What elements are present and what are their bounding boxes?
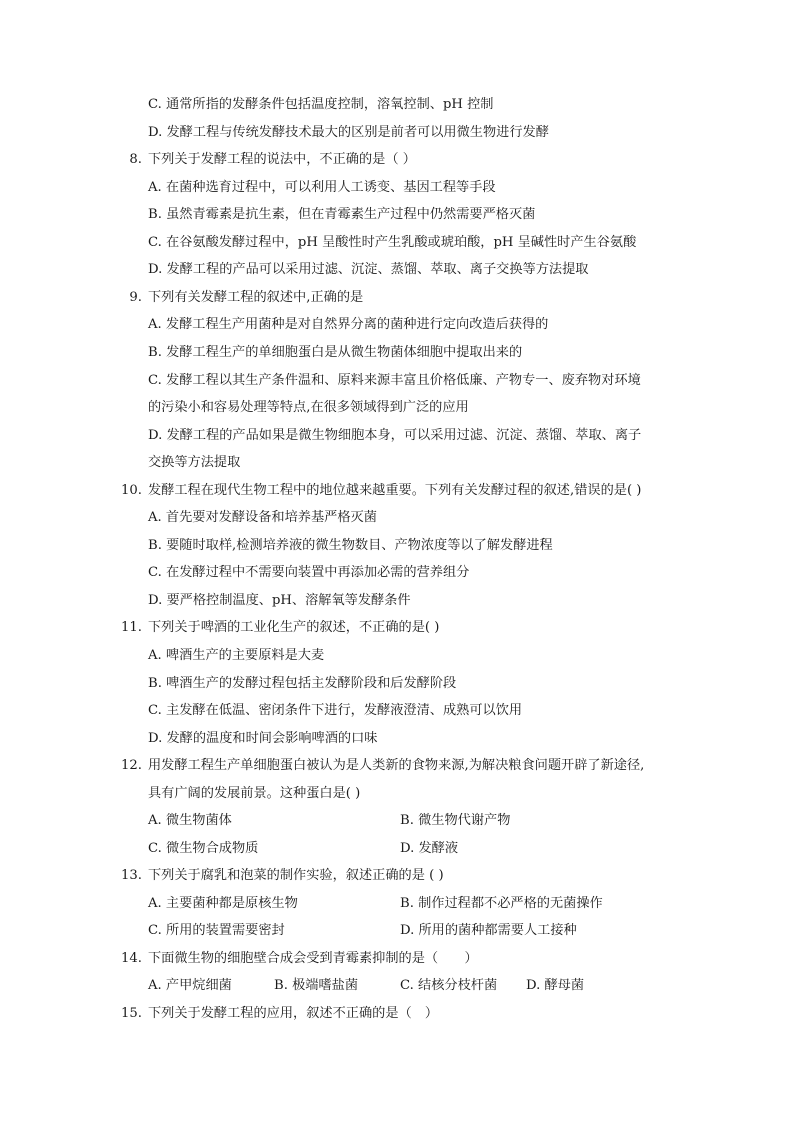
option-c: C. 发酵工程以其生产条件温和、原料来源丰富且价格低廉、产物专一、废弃物对环境 <box>148 373 641 388</box>
question-number: 14. <box>121 951 142 966</box>
question-stem: 下列关于发酵工程的应用，叙述不正确的是（ ） <box>148 1006 439 1021</box>
option-d: D. 酵母菌 <box>526 978 585 993</box>
question-stem: 下面微生物的细胞壁合成会受到青霉素抑制的是（ ） <box>148 951 478 966</box>
question-number: 8. <box>129 152 142 167</box>
option-d: D. 发酵液 <box>400 841 459 856</box>
question-stem-cont: 具有广阔的发展前景。这种蛋白是( ) <box>148 786 361 801</box>
option-c: C. 在发酵过程中不需要向装置中再添加必需的营养组分 <box>148 565 470 580</box>
option-b: B. 制作过程都不必严格的无菌操作 <box>400 896 603 911</box>
option-d: D. 发酵工程的产品可以采用过滤、沉淀、蒸馏、萃取、离子交换等方法提取 <box>148 262 589 277</box>
question-stem: 下列关于啤酒的工业化生产的叙述，不正确的是( ) <box>148 620 440 635</box>
option-c: C. 在谷氨酸发酵过程中，pH 呈酸性时产生乳酸或琥珀酸，pH 呈碱性时产生谷氨酸 <box>148 235 637 250</box>
option-c: C. 所用的装置需要密封 <box>148 923 285 938</box>
option-a: A. 产甲烷细菌 <box>148 978 232 993</box>
question-stem: 用发酵工程生产单细胞蛋白被认为是人类新的食物来源,为解决粮食问题开辟了新途径, <box>148 758 645 773</box>
question-stem: 发酵工程在现代生物工程中的地位越来越重要。下列有关发酵过程的叙述,错误的是( ) <box>148 483 642 498</box>
question-stem: 下列关于发酵工程的说法中，不正确的是（ ） <box>148 152 416 167</box>
option-d: D. 要严格控制温度、pH、溶解氧等发酵条件 <box>148 593 411 608</box>
option-b: B. 虽然青霉素是抗生素，但在青霉素生产过程中仍然需要严格灭菌 <box>148 207 536 222</box>
q7-option-c: C. 通常所指的发酵条件包括温度控制，溶氧控制、pH 控制 <box>148 97 494 112</box>
option-b: B. 微生物代谢产物 <box>400 813 511 828</box>
option-d-cont: 交换等方法提取 <box>148 455 241 470</box>
option-c: C. 结核分枝杆菌 <box>400 978 498 993</box>
option-c: C. 主发酵在低温、密闭条件下进行，发酵液澄清、成熟可以饮用 <box>148 703 523 718</box>
option-d: D. 发酵的温度和时间会影响啤酒的口味 <box>148 731 378 746</box>
option-b: B. 啤酒生产的发酵过程包括主发酵阶段和后发酵阶段 <box>148 676 457 691</box>
q7-option-d: D. 发酵工程与传统发酵技术最大的区别是前者可以用微生物进行发酵 <box>148 125 549 140</box>
question-number: 9. <box>129 290 142 305</box>
option-c: C. 微生物合成物质 <box>148 841 259 856</box>
option-a: A. 在菌种选育过程中，可以利用人工诱变、基因工程等手段 <box>148 180 496 195</box>
option-a: A. 发酵工程生产用菌种是对自然界分离的菌种进行定向改造后获得的 <box>148 317 549 332</box>
question-number: 11. <box>121 620 142 635</box>
option-b: B. 发酵工程生产的单细胞蛋白是从微生物菌体细胞中提取出来的 <box>148 345 523 360</box>
option-c-cont: 的污染小和容易处理等特点,在很多领域得到广泛的应用 <box>148 400 469 415</box>
option-d: D. 发酵工程的产品如果是微生物细胞本身，可以采用过滤、沉淀、蒸馏、萃取、离子 <box>148 428 642 443</box>
question-number: 15. <box>121 1006 142 1021</box>
question-number: 12. <box>121 758 142 773</box>
option-d: D. 所用的菌种都需要人工接种 <box>400 923 577 938</box>
option-a: A. 主要菌种都是原核生物 <box>148 896 298 911</box>
option-a: A. 首先要对发酵设备和培养基严格灭菌 <box>148 510 377 525</box>
question-stem: 下列关于腐乳和泡菜的制作实验，叙述正确的是 ( ) <box>148 868 444 883</box>
question-number: 10. <box>121 483 142 498</box>
question-stem: 下列有关发酵工程的叙述中,正确的是 <box>148 290 364 305</box>
option-b: B. 要随时取样,检测培养液的微生物数目、产物浓度等以了解发酵进程 <box>148 538 553 553</box>
question-number: 13. <box>121 868 142 883</box>
option-a: A. 啤酒生产的主要原料是大麦 <box>148 648 325 663</box>
option-a: A. 微生物菌体 <box>148 813 232 828</box>
option-b: B. 极端嗜盐菌 <box>274 978 359 993</box>
